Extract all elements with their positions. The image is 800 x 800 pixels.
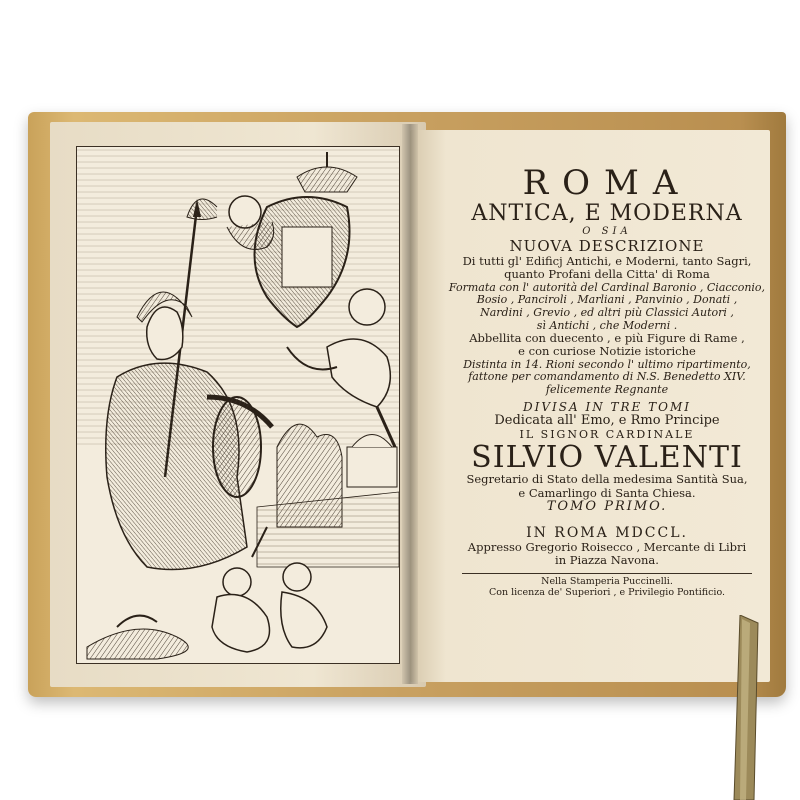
text-line: Bosio , Panciroli , Marliani , Panvinio , Donati , [476, 293, 738, 307]
text-line: quanto Profani della Citta' di Roma [504, 267, 710, 282]
text-line: Di tutti gl' Edificj Antichi, e Moderni, tanto Sagri, [462, 254, 752, 269]
il-signor-cardinale: IL SIGNOR CARDINALE [519, 428, 695, 442]
imprint-place-date: IN ROMA MDCCL. [526, 524, 688, 541]
printer-line: Nella Stamperia Puccinelli. [541, 576, 673, 588]
title-roma: ROMA [522, 163, 692, 203]
text-line: sì Antichi , che Moderni . [536, 318, 678, 332]
text-line: Abbellita con duecento , e più Figure di Rame , [469, 331, 745, 346]
title-antica-moderna: ANTICA, E MODERNA [471, 201, 743, 227]
silvio-valenti: SILVIO VALENTI [471, 439, 743, 475]
text-line: e Camarlingo di Santa Chiesa. [518, 485, 696, 500]
licence-line: Con licenza de' Superiori , e Privilegio Pontificio. [488, 587, 726, 599]
brass-bookmark-icon [728, 615, 768, 800]
title-o-sia: O SIA [582, 226, 632, 238]
title-page-text [422, 164, 792, 599]
text-line: fattone per comandamento di N.S. Benedetto XIV. [468, 370, 746, 384]
landscape-building-icon [257, 424, 399, 567]
title-nuova-descrizione: NUOVA DESCRIZIONE [509, 236, 705, 255]
text-line: Formata con l' autorità del Cardinal Baronio , Ciacconio, [448, 280, 766, 294]
tomo-primo: TOMO PRIMO. [546, 498, 668, 514]
text-line: e con curiose Notizie istoriche [518, 344, 696, 359]
divider-rule [462, 573, 752, 574]
text-line: Appresso Gregorio Roisecco , Mercante di Libri [467, 539, 747, 554]
book-gutter [402, 124, 418, 684]
text-line: felicemente Regnante [545, 382, 669, 396]
engraving-minerva-cherubs-icon [77, 147, 399, 663]
text-line: in Piazza Navona. [555, 553, 659, 568]
text-line: Nardini , Grevio , ed altri più Classici Autori , [480, 305, 734, 319]
text-line: Segretario di Stato della medesima Santità Sua, [466, 472, 748, 487]
dedication-line: Dedicata all' Emo, e Rmo Principe [494, 413, 720, 429]
text-line: Distinta in 14. Rioni secondo l' ultimo ripartimento, [463, 357, 751, 371]
frontispiece-engraving [76, 146, 400, 664]
divisa-in-tre-tomi: DIVISA IN TRE TOMI [522, 399, 691, 414]
open-book [28, 112, 786, 712]
